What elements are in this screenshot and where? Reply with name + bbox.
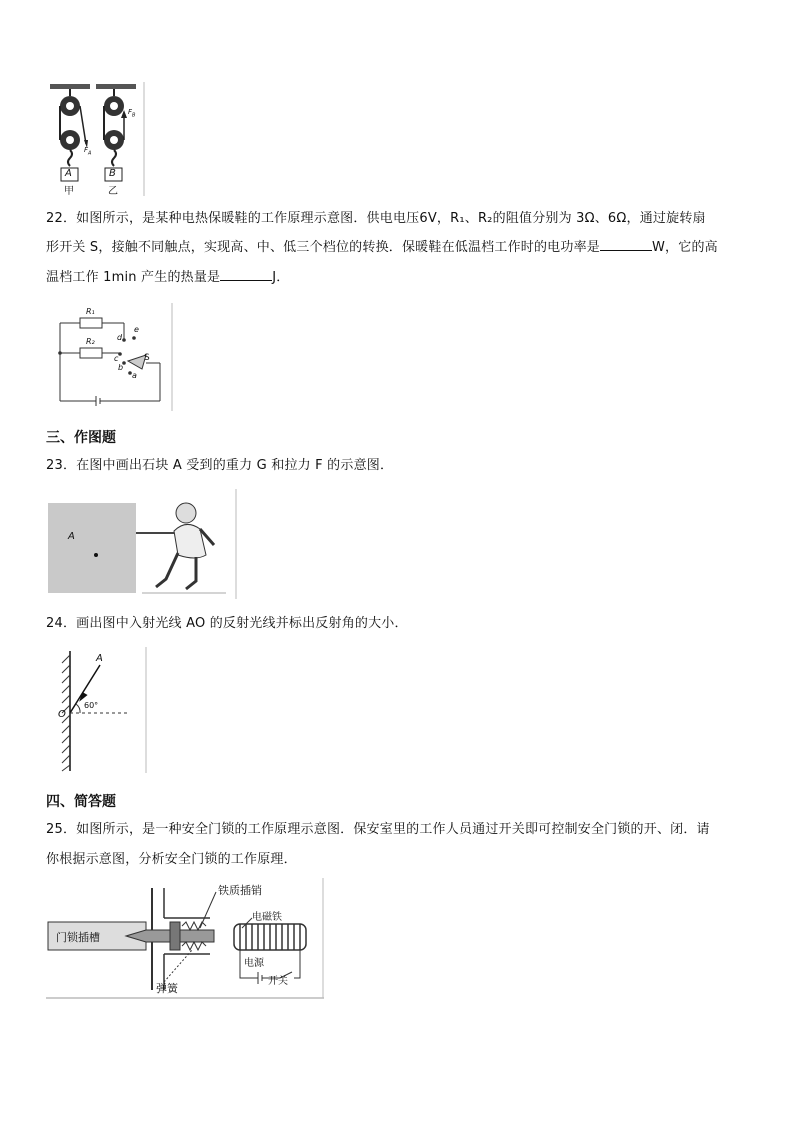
block-a-label: A xyxy=(65,168,72,179)
iron-pin-label: 铁质插销 xyxy=(218,884,262,897)
circuit-figure xyxy=(50,303,174,411)
contact-c-label: c xyxy=(114,354,119,363)
pulley-left-caption: 甲 xyxy=(64,186,74,197)
angle-label: 60° xyxy=(84,701,99,710)
force-a-label: $F_A$ xyxy=(84,146,92,157)
pulley-figure xyxy=(44,82,146,196)
q22-line2: 形开关 S，接触不同触点，实现高、中、低三个档位的转换．保暖鞋在低温档工作时的电功率是 W，它的高 xyxy=(46,234,718,262)
electromagnet-label: 电磁铁 xyxy=(252,912,282,923)
q24-text: 24．画出图中入射光线 AO 的反射光线并标出反射角的大小． xyxy=(46,616,408,631)
pulley-right-caption: 乙 xyxy=(108,186,118,197)
point-o-label: O xyxy=(58,709,66,720)
q25-line1: 25．如图所示，是一种安全门锁的工作原理示意图．保安室里的工作人员通过开关即可控制安全门锁的开、闭．请 xyxy=(46,822,710,837)
contact-e-label: e xyxy=(134,325,139,334)
mirror-figure xyxy=(56,647,148,773)
stone-figure xyxy=(46,489,238,599)
contact-a-label: a xyxy=(132,371,137,380)
section-3-title: 三、作图题 xyxy=(46,430,116,446)
door-lock-figure xyxy=(46,878,326,1000)
stone-a-label: A xyxy=(68,531,75,542)
r1-label: R₁ xyxy=(86,307,95,316)
q22-line1: 22．如图所示，是某种电热保暖鞋的工作原理示意图．供电电压6V，R₁、R₂的阻值分别为 3Ω、6Ω，通过旋转扇 xyxy=(46,211,706,226)
switch-label: 开关 xyxy=(268,976,288,987)
contact-b-label: b xyxy=(118,363,124,372)
ray-a-label: A xyxy=(96,653,103,664)
spring-label: 弹簧 xyxy=(156,982,178,995)
q22-line3: 温档工作 1min 产生的热量是 J． xyxy=(46,264,290,292)
block-b-label: B xyxy=(109,168,116,179)
r2-label: R₂ xyxy=(86,337,95,346)
switch-s-label: S xyxy=(144,353,150,363)
force-b-label: $F_B$ xyxy=(128,108,136,119)
section-4-title: 四、简答题 xyxy=(46,794,116,810)
q25-line2: 你根据示意图，分析安全门锁的工作原理． xyxy=(46,852,297,867)
contact-d-label: d xyxy=(117,333,123,342)
q22-blank-power[interactable] xyxy=(600,236,652,251)
q22-blank-heat[interactable] xyxy=(220,266,272,281)
power-label: 电源 xyxy=(244,958,264,969)
q23-text: 23．在图中画出石块 A 受到的重力 G 和拉力 F 的示意图． xyxy=(46,458,394,473)
lock-slot-label: 门锁插槽 xyxy=(56,931,100,944)
